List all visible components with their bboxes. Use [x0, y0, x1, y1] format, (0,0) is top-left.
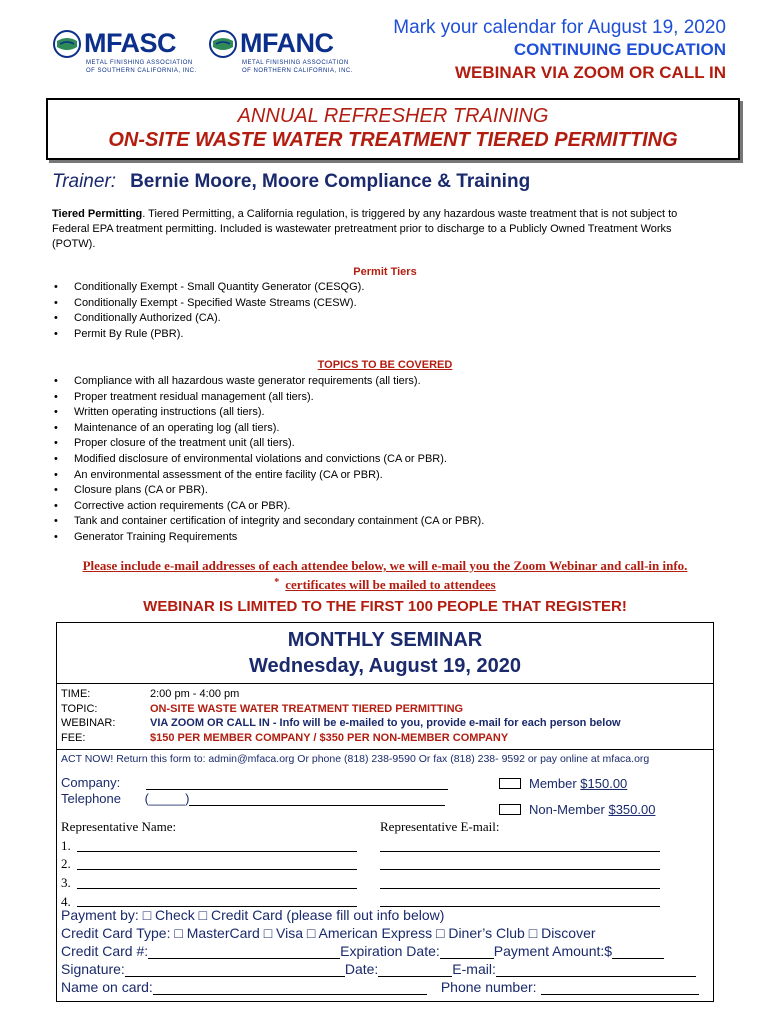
- card-type[interactable]: Credit Card Type: □ MasterCard □ Visa □ American Express □ Diner’s Club □ Discover: [61, 925, 596, 941]
- title-line-2: ON-SITE WASTE WATER TREATMENT TIERED PERMITTING: [108, 129, 678, 151]
- telephone-label: Telephone: [61, 791, 121, 806]
- title-line-1: ANNUAL REFRESHER TRAINING: [237, 105, 549, 127]
- rep-email-label: Representative E-mail:: [380, 819, 500, 834]
- rep-email-field[interactable]: [380, 851, 660, 852]
- telephone-area-code[interactable]: (_____): [144, 791, 190, 806]
- list-item: • Compliance with all hazardous waste generator requirements (all tiers).: [52, 374, 484, 390]
- certificate-text: certificates will be mailed to attendees: [285, 577, 496, 592]
- date-label: Date:: [344, 961, 379, 977]
- topics-list: [52, 374, 484, 546]
- time-value: 2:00 pm - 4:00 pm: [150, 688, 240, 700]
- mfanc-logo: [208, 26, 358, 78]
- card-number-label: Credit Card #:: [61, 943, 149, 959]
- fee-label: FEE:: [61, 731, 86, 744]
- payment-method[interactable]: Payment by: □ Check □ Credit Card (please fill out info below): [61, 907, 445, 923]
- signature-field[interactable]: [125, 963, 345, 977]
- date-field[interactable]: [378, 963, 452, 977]
- divider: [57, 749, 713, 750]
- list-item: • An environmental assessment of the entire facility (CA or PBR).: [52, 468, 484, 484]
- list-item: • Conditionally Exempt - Small Quantity Generator (CESQG).: [52, 280, 364, 296]
- seminar-title: MONTHLY SEMINAR: [287, 629, 483, 651]
- logo-acronym: MFASC: [84, 28, 176, 58]
- list-item: • Permit By Rule (PBR).: [52, 327, 364, 343]
- card-number-field[interactable]: [148, 945, 340, 959]
- telephone-field[interactable]: [189, 793, 445, 806]
- fee-value: $150 PER MEMBER COMPANY / $350 PER NON-MEMBER COMPANY: [150, 731, 509, 744]
- permit-tiers-heading: Permit Tiers: [353, 266, 417, 278]
- topics-heading-text: TOPICS TO BE COVERED: [317, 359, 453, 371]
- amount-label: Payment Amount:$: [493, 943, 613, 959]
- rep-name-field[interactable]: [77, 869, 357, 870]
- asterisk: *: [274, 577, 280, 588]
- list-item: • Maintenance of an operating log (all tiers).: [52, 421, 484, 437]
- logo-subtitle: OF NORTHERN CALIFORNIA, INC.: [242, 68, 353, 74]
- list-item: • Modified disclosure of environmental violations and convictions (CA or PBR).: [52, 452, 484, 468]
- nonmember-amount: $350.00: [608, 802, 656, 817]
- amount-field[interactable]: [612, 945, 664, 959]
- title-box: [46, 98, 740, 160]
- rep-name-field[interactable]: [77, 888, 357, 889]
- webinar-value: VIA ZOOM OR CALL IN - Info will be e-mailed to you, provide e-mail for each person below: [150, 717, 621, 729]
- webinar-heading: WEBINAR VIA ZOOM OR CALL IN: [454, 63, 726, 82]
- certificate-notice: [0, 577, 770, 593]
- logo-subtitle: OF SOUTHERN CALIFORNIA, INC.: [86, 68, 197, 74]
- list-item: • Tank and container certification of integrity and secondary containment (CA or PBR).: [52, 514, 484, 530]
- topic-label: TOPIC:: [61, 702, 98, 715]
- logo-acronym: MFANC: [240, 28, 334, 58]
- trainer-name: Bernie Moore, Moore Compliance & Training: [130, 171, 531, 192]
- company-row: [61, 775, 448, 790]
- calendar-note: Mark your calendar for August 19, 2020: [393, 17, 726, 38]
- name-on-card-label: Name on card:: [61, 979, 153, 995]
- registration-form: [56, 622, 714, 1002]
- rep-number: 4.: [61, 894, 71, 909]
- topics-heading: [0, 359, 770, 371]
- name-on-card-field[interactable]: [153, 981, 427, 995]
- nonmember-checkbox[interactable]: [499, 804, 521, 815]
- list-item: • Proper treatment residual management (all tiers).: [52, 390, 484, 406]
- phone-number-label: Phone number:: [440, 979, 537, 995]
- expiration-field[interactable]: [440, 945, 494, 959]
- continuing-education: CONTINUING EDUCATION: [513, 40, 726, 59]
- member-label: Member: [529, 776, 581, 791]
- expiration-label: Expiration Date:: [340, 943, 440, 959]
- nonmember-option[interactable]: [499, 802, 655, 817]
- mfasc-logo: [52, 26, 202, 78]
- signature-label: Signature:: [61, 961, 125, 977]
- logo-subtitle: METAL FINISHING ASSOCIATION: [86, 60, 193, 66]
- logo-subtitle: METAL FINISHING ASSOCIATION: [242, 60, 349, 66]
- globe-icon: [208, 29, 238, 59]
- rep-name-label: Representative Name:: [61, 819, 177, 834]
- card-number-row: [61, 943, 664, 959]
- topic-value: ON-SITE WASTE WATER TREATMENT TIERED PERMITTING: [150, 702, 464, 715]
- time-label: TIME:: [61, 688, 91, 700]
- member-option[interactable]: [499, 776, 627, 791]
- rep-number: 3.: [61, 875, 71, 890]
- rep-name-field[interactable]: [77, 851, 357, 852]
- company-label: Company:: [61, 775, 121, 790]
- intro-bold: Tiered Permitting: [52, 208, 143, 220]
- list-item: • Conditionally Exempt - Specified Waste Streams (CESW).: [52, 296, 364, 312]
- intro-text: . Tiered Permitting, a California regulation, is triggered by any hazardous waste treatment that is not subject to Federal EPA treatment permitting. Included is wastewater pretreatment prior to discharge to a Publicly Owned Treatment Works (POTW).: [52, 208, 678, 250]
- list-item: • Proper closure of the treatment unit (all tiers).: [52, 436, 484, 452]
- signature-row: [61, 961, 696, 977]
- globe-icon: [52, 29, 82, 59]
- act-now-notice: ACT NOW! Return this form to: admin@mfaca.org Or phone (818) 238-9590 Or fax (818) 238- 9592 or pay online at mfaca.org: [61, 753, 650, 765]
- intro-paragraph: [52, 207, 712, 252]
- rep-email-field[interactable]: [380, 888, 660, 889]
- rep-number: 2.: [61, 856, 71, 871]
- permit-tiers-list: [52, 280, 364, 342]
- list-item: • Corrective action requirements (CA or PBR).: [52, 499, 484, 515]
- email-label: E-mail:: [452, 961, 496, 977]
- name-on-card-row: [61, 979, 699, 995]
- trainer: [52, 171, 530, 193]
- member-amount: $150.00: [580, 776, 628, 791]
- telephone-row: [61, 791, 445, 806]
- include-email-notice: Please include e-mail addresses of each attendee below, we will e-mail you the Zoom Webinar and call-in info.: [82, 558, 688, 573]
- rep-number: 1.: [61, 838, 71, 853]
- phone-number-field[interactable]: [541, 981, 699, 995]
- list-item: • Closure plans (CA or PBR).: [52, 483, 484, 499]
- list-item: • Conditionally Authorized (CA).: [52, 311, 364, 327]
- company-field[interactable]: [146, 777, 448, 790]
- nonmember-label: Non-Member: [529, 802, 609, 817]
- trainer-label: Trainer:: [52, 171, 117, 192]
- limited-notice: WEBINAR IS LIMITED TO THE FIRST 100 PEOPLE THAT REGISTER!: [143, 598, 627, 615]
- email-field[interactable]: [496, 963, 696, 977]
- member-checkbox[interactable]: [499, 778, 521, 789]
- rep-email-field[interactable]: [380, 869, 660, 870]
- list-item: • Generator Training Requirements: [52, 530, 484, 546]
- seminar-date: Wednesday, August 19, 2020: [249, 655, 521, 677]
- divider: [57, 683, 713, 684]
- list-item: • Written operating instructions (all tiers).: [52, 405, 484, 421]
- webinar-label: WEBINAR:: [61, 717, 116, 729]
